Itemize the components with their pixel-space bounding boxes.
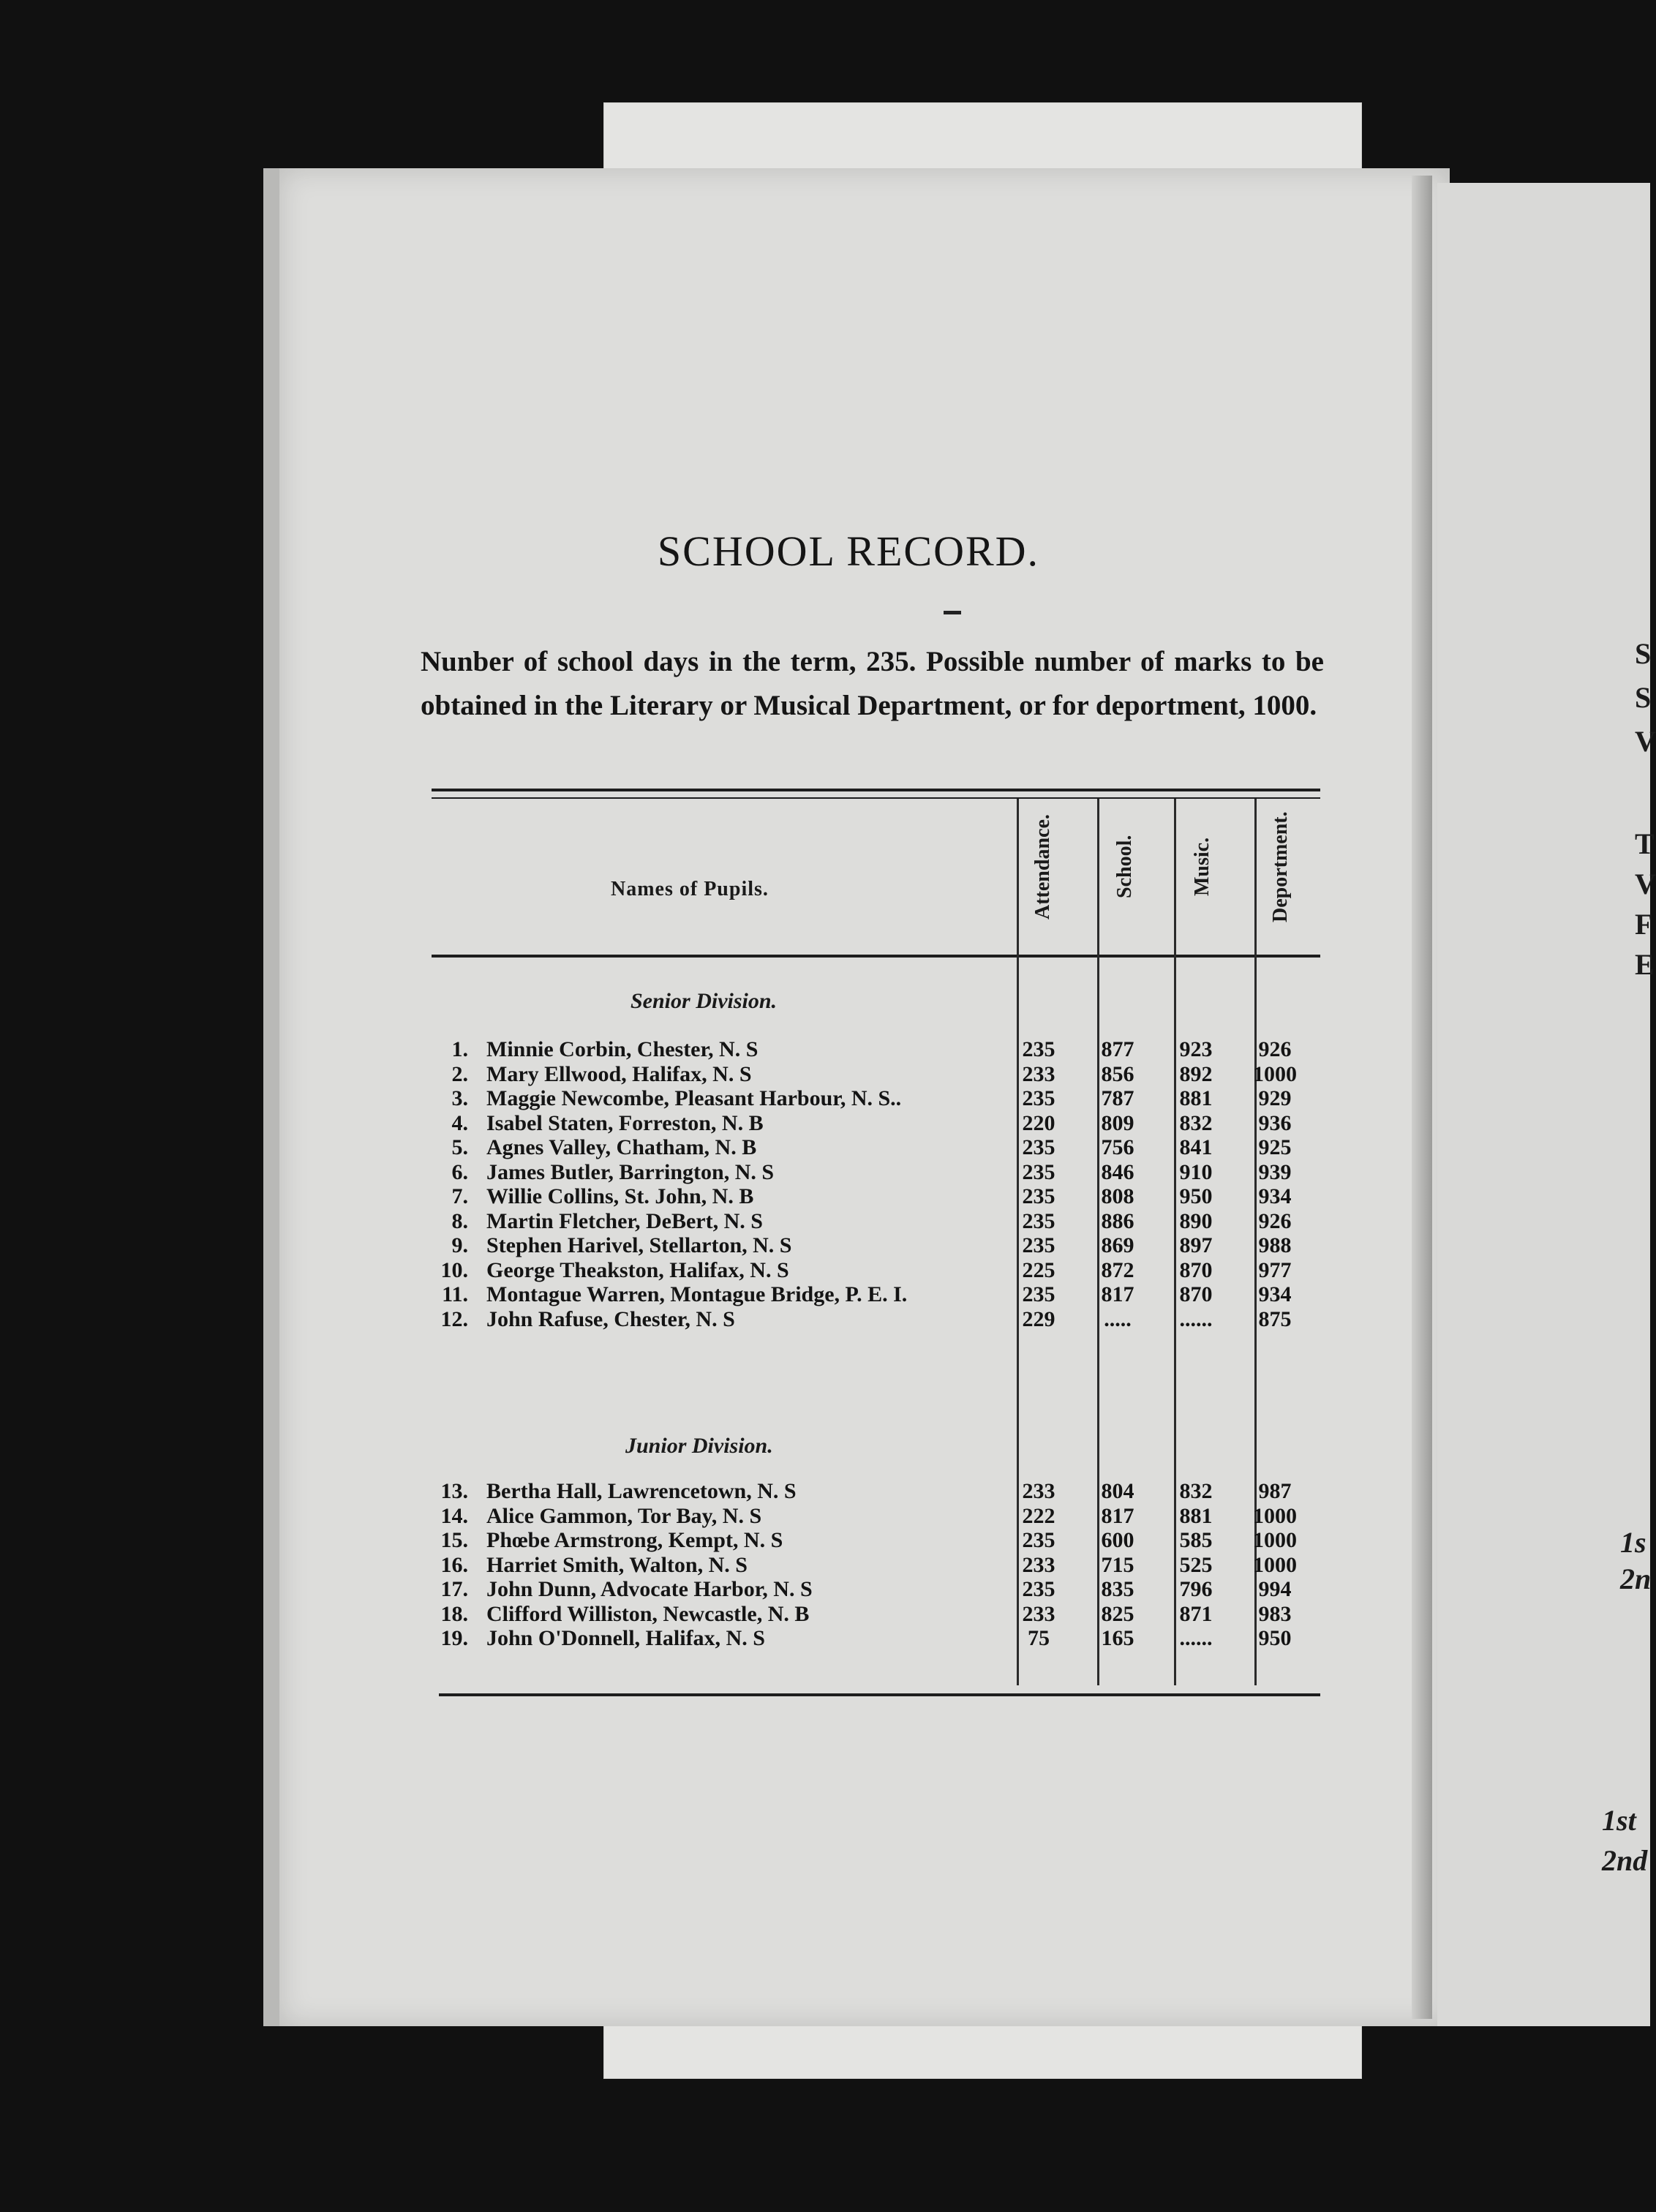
music-value: 881 [1179,1086,1213,1110]
pupil-name: Alice Gammon, Tor Bay, N. S [486,1503,762,1528]
title-divider [944,611,961,614]
facing-page-letter: 2n [1620,1562,1652,1595]
music-value: 585 [1179,1528,1213,1552]
deportment-value: 925 [1258,1135,1292,1159]
deportment-value: 939 [1258,1159,1292,1184]
deportment-value: 934 [1258,1282,1292,1306]
pupil-name: Phœbe Armstrong, Kempt, N. S [486,1528,783,1552]
deportment-value: 926 [1258,1208,1292,1233]
school-value: 787 [1101,1086,1134,1110]
pupil-name: Montague Warren, Montague Bridge, P. E. I. [486,1282,908,1306]
attendance-value: 235 [1022,1086,1055,1110]
deportment-value: 988 [1258,1233,1292,1257]
row-number: 15. [440,1528,468,1552]
facing-page-letter: F [1635,908,1653,941]
pupil-name: James Butler, Barrington, N. S [486,1159,775,1184]
deportment-value: 934 [1258,1184,1292,1208]
facing-page-letter: V [1635,868,1656,900]
music-value: 923 [1179,1037,1213,1061]
deportment-value: 977 [1258,1257,1292,1282]
facing-page-letter: 1s [1620,1526,1646,1559]
pupil-name: Martin Fletcher, DeBert, N. S [486,1208,763,1233]
music-value: 881 [1179,1503,1213,1528]
attendance-value: 235 [1022,1184,1055,1208]
school-value: 869 [1101,1233,1134,1257]
school-value: 825 [1101,1601,1134,1626]
row-number: 3. [451,1086,468,1110]
row-number: 7. [451,1184,468,1208]
school-value: 856 [1101,1061,1134,1086]
row-number: 4. [451,1110,468,1135]
music-value: 796 [1179,1577,1213,1601]
page-title: SCHOOL RECORD. [657,527,1040,575]
music-value: 832 [1179,1110,1213,1135]
school-value: 808 [1101,1184,1134,1208]
table-row [432,1258,1331,1283]
music-value: 910 [1179,1159,1213,1184]
attendance-value: 235 [1022,1528,1055,1552]
music-value: 890 [1179,1208,1213,1233]
music-value: 841 [1179,1135,1213,1159]
row-number: 6. [451,1159,468,1184]
table-row [432,1086,1331,1111]
school-value: 715 [1101,1552,1134,1577]
school-value: 600 [1101,1528,1134,1552]
table-bottom-rule [439,1693,1320,1696]
pupil-name: John Dunn, Advocate Harbor, N. S [486,1577,813,1601]
deportment-value: 875 [1258,1306,1292,1331]
music-value: 870 [1179,1257,1213,1282]
school-value: 886 [1101,1208,1134,1233]
table-row [432,1528,1331,1553]
pupil-name: Agnes Valley, Chatham, N. B [486,1135,757,1159]
school-value: 817 [1101,1282,1134,1306]
music-value: ...... [1179,1306,1213,1331]
music-value: ...... [1179,1626,1213,1650]
book-gutter [1412,176,1432,2019]
table-row [432,1233,1331,1258]
school-value: ..... [1104,1306,1132,1331]
pupil-name: Willie Collins, St. John, N. B [486,1184,754,1208]
attendance-value: 235 [1022,1577,1055,1601]
table-row [432,1504,1331,1529]
attendance-value: 222 [1022,1503,1055,1528]
attendance-value: 235 [1022,1159,1055,1184]
deportment-value: 926 [1258,1037,1292,1061]
pupil-name: George Theakston, Halifax, N. S [486,1257,789,1282]
deportment-value: 987 [1258,1479,1292,1503]
school-value: 804 [1101,1479,1134,1503]
pupil-name: Bertha Hall, Lawrencetown, N. S [486,1479,797,1503]
names-of-pupils-header: Names of Pupils. [611,878,769,900]
music-value: 892 [1179,1061,1213,1086]
pupil-name: Harriet Smith, Walton, N. S [486,1552,748,1577]
pupil-name: Minnie Corbin, Chester, N. S [486,1037,759,1061]
attendance-header: Attendance. [1031,814,1054,919]
senior-division-label: Senior Division. [631,989,778,1013]
music-value: 950 [1179,1184,1213,1208]
deportment-value: 983 [1258,1601,1292,1626]
table-row [432,1209,1331,1234]
music-value: 525 [1179,1552,1213,1577]
attendance-value: 233 [1022,1479,1055,1503]
row-number: 2. [451,1061,468,1086]
facing-page-letter: 2nd [1602,1844,1648,1877]
table-row [432,1184,1331,1209]
row-number: 12. [440,1306,468,1331]
table-row [432,1160,1331,1185]
table-row [432,1479,1331,1504]
attendance-value: 235 [1022,1135,1055,1159]
pupil-name: Maggie Newcombe, Pleasant Harbour, N. S.. [486,1086,902,1110]
row-number: 18. [440,1601,468,1626]
school-header: School. [1113,835,1136,899]
attendance-value: 235 [1022,1233,1055,1257]
music-value: 832 [1179,1479,1213,1503]
attendance-value: 235 [1022,1037,1055,1061]
facing-page-letter: V [1635,725,1656,758]
pupil-name: Stephen Harivel, Stellarton, N. S [486,1233,792,1257]
school-value: 756 [1101,1135,1134,1159]
table-row [432,1135,1331,1160]
table-row [432,1307,1331,1332]
row-number: 19. [440,1626,468,1650]
school-value: 872 [1101,1257,1134,1282]
deportment-value: 1000 [1253,1528,1297,1552]
school-value: 846 [1101,1159,1134,1184]
music-value: 897 [1179,1233,1213,1257]
music-value: 871 [1179,1601,1213,1626]
school-value: 165 [1101,1626,1134,1650]
attendance-value: 220 [1022,1110,1055,1135]
row-number: 10. [440,1257,468,1282]
table-row [432,1553,1331,1578]
row-number: 9. [451,1233,468,1257]
table-row [432,1577,1331,1602]
deportment-value: 936 [1258,1110,1292,1135]
facing-page [1437,183,1656,2026]
table-top-rule [432,789,1320,791]
row-number: 11. [442,1282,468,1306]
table-row [432,1037,1331,1062]
deportment-value: 1000 [1253,1061,1297,1086]
music-header: Music. [1191,837,1213,897]
deportment-value: 994 [1258,1577,1292,1601]
school-value: 809 [1101,1110,1134,1135]
header-bottom-rule [432,955,1320,958]
table-row [432,1626,1331,1651]
row-number: 17. [440,1577,468,1601]
school-value: 877 [1101,1037,1134,1061]
row-number: 8. [451,1208,468,1233]
attendance-value: 233 [1022,1601,1055,1626]
attendance-value: 75 [1028,1626,1050,1650]
table-row [432,1111,1331,1136]
pupil-name: Isabel Staten, Forreston, N. B [486,1110,764,1135]
facing-page-letter: S [1635,637,1652,670]
attendance-value: 233 [1022,1552,1055,1577]
attendance-value: 229 [1022,1306,1055,1331]
pupil-name: Mary Ellwood, Halifax, N. S [486,1061,752,1086]
row-number: 1. [451,1037,468,1061]
attendance-value: 233 [1022,1061,1055,1086]
table-row [432,1282,1331,1307]
deportment-value: 1000 [1253,1503,1297,1528]
intro-paragraph: Nunber of school days in the term, 235. Possible number of marks to be obtained in the Literary or Musical Department, or for deportment, 1000. [421,646,1324,721]
row-number: 13. [440,1479,468,1503]
pupil-name: Clifford Williston, Newcastle, N. B [486,1601,810,1626]
facing-page-letter: E [1635,948,1655,981]
table-row [432,1602,1331,1627]
row-number: 5. [451,1135,468,1159]
facing-page-letter: T [1635,827,1655,860]
table-top-rule-thin [432,797,1320,799]
attendance-value: 235 [1022,1208,1055,1233]
pupil-name: John O'Donnell, Halifax, N. S [486,1626,765,1650]
row-number: 16. [440,1552,468,1577]
pupil-name: John Rafuse, Chester, N. S [486,1306,735,1331]
school-value: 835 [1101,1577,1134,1601]
facing-page-letter: S [1635,681,1652,714]
music-value: 870 [1179,1282,1213,1306]
facing-page-letter: 1st [1602,1804,1636,1837]
table-row [432,1062,1331,1087]
junior-division-label: Junior Division. [625,1434,773,1458]
attendance-value: 225 [1022,1257,1055,1282]
attendance-value: 235 [1022,1282,1055,1306]
deportment-value: 950 [1258,1626,1292,1650]
deportment-value: 1000 [1253,1552,1297,1577]
deportment-value: 929 [1258,1086,1292,1110]
row-number: 14. [440,1503,468,1528]
school-value: 817 [1101,1503,1134,1528]
deportment-header: Deportment. [1269,811,1292,922]
